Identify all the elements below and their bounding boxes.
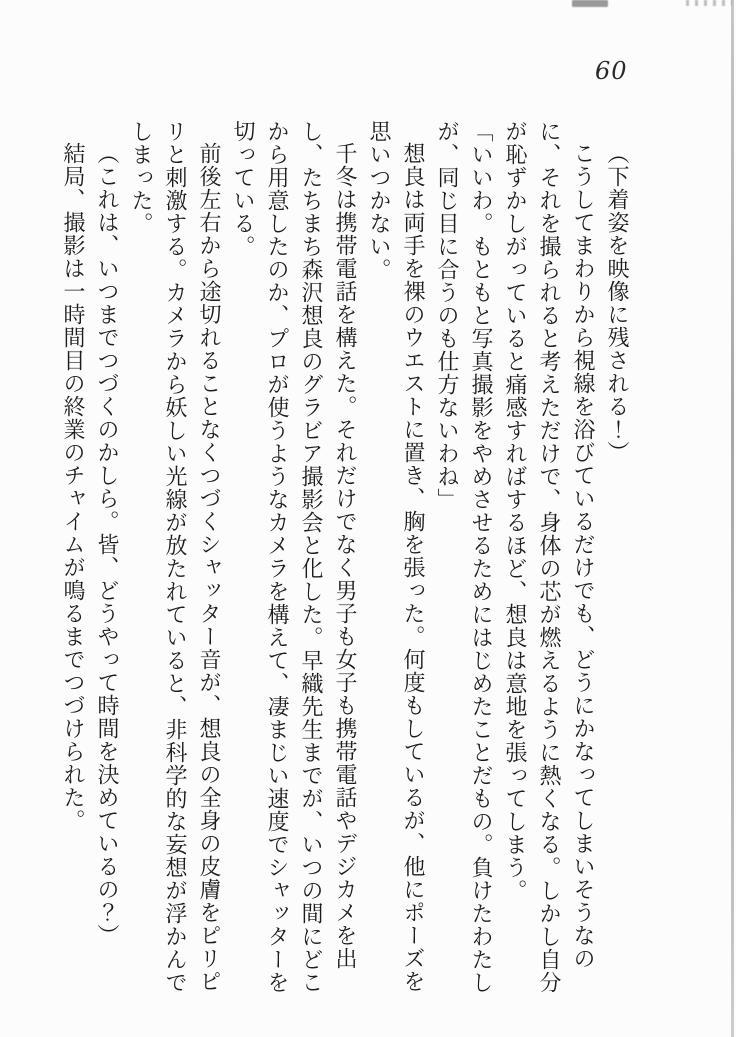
paragraph: 想良は両手を裸のウエストに置き、胸を張った。何度もしているが、他にポーズを思いつかない。 (366, 120, 425, 993)
body-text (55, 120, 633, 994)
paragraph: 結局、撮影は一時間目の終業のチャイムが鳴るまでつづけられた。 (60, 142, 85, 832)
header-print-artifact-left (572, 0, 608, 7)
paragraph: 前後左右から途切れることなくつづくシャッター音が、想良の全身の皮膚をピリピリと刺激する。カメラから妖しい光線が放たれていると、非科学的な妄想が浮かんでしまった。 (128, 120, 221, 994)
paragraph: 「いいわ。もともと写真撮影をやめさせるためにはじめたことだもの。負けたわたしが、同じ目に合うのも仕方ないわね」 (434, 120, 493, 994)
paragraph: （下着姿を映像に残される！） (604, 142, 629, 464)
page-edge-line (731, 0, 734, 1037)
paragraph: 千冬は携帯電話を構えた。それだけでなく男子も女子も携帯電話やデジカメを出し、たちまち森沢想良のグラビア撮影会と化した。早織先生までが、いつの間にどこから用意したのか、プロが使うようなカメラを構えて、凄まじい速度でシャッターを切っている。 (230, 120, 357, 994)
paragraph: こうしてまわりから視線を浴びているだけでも、どうにかなってしまいそうなのに、それを撮られると考えただけで、身体の芯が燃えるように熱くなる。しかし自分が恥ずかしがっていると痛感すればするほど、想良は意地を張ってしまう。 (502, 120, 595, 994)
header-print-artifact-right (686, 0, 732, 6)
paragraph: （これは、いつまでつづくのかしら。皆、どうやって時間を決めているの？） (94, 142, 119, 947)
page-number: 60 (595, 57, 628, 85)
